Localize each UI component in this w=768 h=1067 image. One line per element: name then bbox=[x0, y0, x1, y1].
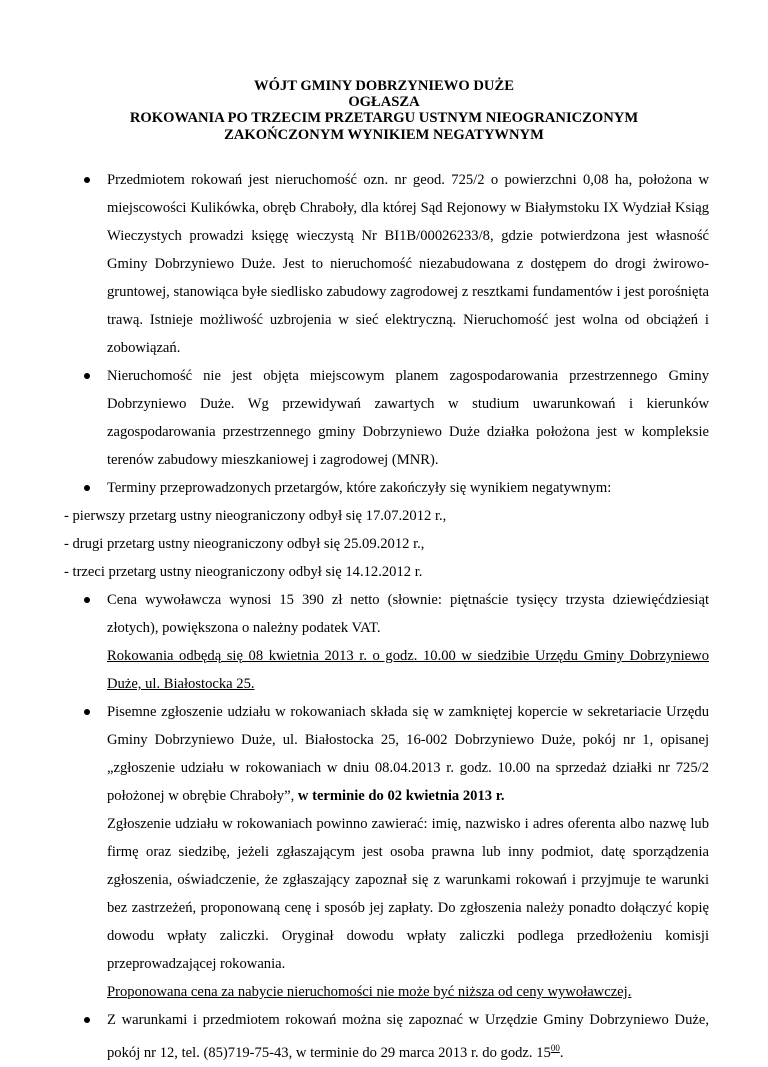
header-line-1: WÓJT GMINY DOBRZYNIEWO DUŻE bbox=[254, 78, 514, 94]
contact-text: Z warunkami i przedmiotem rokowań można się zapoznać w Urzędzie Gminy Dobrzyniewo Duże, pokój nr 12, tel. (85)719-75-43, w terminie do 29 marca 2013 r. do godz. 15 bbox=[107, 1012, 709, 1061]
price-condition-block bbox=[83, 978, 709, 1006]
negotiation-date-block bbox=[83, 642, 709, 698]
bullet-zoning bbox=[83, 362, 709, 474]
bullet-property-description bbox=[83, 166, 709, 362]
bullet-starting-price bbox=[83, 586, 709, 642]
application-deadline: w terminie do 02 kwietnia 2013 r. bbox=[297, 788, 505, 804]
bullet-application bbox=[83, 698, 709, 810]
header-line-4: ZAKOŃCZONYM WYNIKIEM NEGATYWNYM bbox=[224, 126, 544, 143]
document-body bbox=[64, 166, 709, 1067]
bullet-auction-dates bbox=[83, 474, 709, 502]
contact-text-end: . bbox=[559, 1044, 564, 1061]
starting-price-text: Cena wywoławcza wynosi 15 390 zł netto (słownie: piętnaście tysięcy trzysta dziewięćdziesiąt złotych), powiększona o należny podatek VAT. bbox=[107, 592, 709, 636]
price-condition-text: Proponowana cena za nabycie nieruchomości nie może być niższa od ceny wywoławczej. bbox=[107, 984, 632, 1000]
bullet-contact bbox=[83, 1006, 709, 1067]
announcement-header bbox=[0, 78, 768, 143]
application-text: Pisemne zgłoszenie udziału w rokowaniach składa się w zamkniętej kopercie w sekretariacie Urzędu Gminy Dobrzyniewo Duże, ul. Białostocka 25, 16-002 Dobrzyniewo Duże, pokój nr 1, opisanej „zgłoszenie udziału w rokowaniach w dniu 08.04.2013 r. godz. 10.00 na sprzedaż działki nr 725/2 położonej w obrębie Chraboły”, bbox=[107, 704, 709, 804]
property-description-text: Przedmiotem rokowań jest nieruchomość ozn. nr geod. 725/2 o powierzchni 0,08 ha, położona w miejscowości Kulikówka, obręb Chraboły, dla której Sąd Rejonowy w Białymstoku IX Wydział Ksiąg Wieczystych prowadzi księgę wieczystą Nr BI1B/00026233/8, gdzie potwierdzona jest własność Gminy Dobrzyniewo Duże. Jest to nieruchomość niezabudowana z dostępem do drogi żwirowo-gruntowej, stanowiąca byłe siedlisko zabudowy zagrodowej z resztkami fundamentów i jest porośnięta trawą. Istnieje możliwość uzbrojenia w sieć elektryczną. Nieruchomość jest wolna od obciążeń i zobowiązań. bbox=[107, 172, 709, 356]
auction-dates-intro: Terminy przeprowadzonych przetargów, które zakończyły się wynikiem negatywnym: bbox=[107, 480, 612, 496]
header-line-3: ROKOWANIA PO TRZECIM PRZETARGU USTNYM NIEOGRANICZONYM bbox=[129, 110, 639, 127]
auction-date-1: - pierwszy przetarg ustny nieograniczony odbył się 17.07.2012 r., bbox=[64, 508, 447, 524]
zoning-text: Nieruchomość nie jest objęta miejscowym planem zagospodarowania przestrzennego Gminy Dobrzyniewo Duże. Wg przewidywań zawartych w studium uwarunkowań i kierunków zagospodarowania przestrzennego gminy Dobrzyniewo Duże działka położona jest w kompleksie terenów zabudowy mieszkaniowej i zagrodowej (MNR). bbox=[107, 368, 709, 468]
negotiation-date-text: Rokowania odbędą się 08 kwietnia 2013 r. o godz. 10.00 w siedzibie Urzędu Gminy Dobrzyniewo Duże, ul. Białostocka 25. bbox=[107, 648, 709, 692]
auction-date-2: - drugi przetarg ustny nieograniczony odbył się 25.09.2012 r., bbox=[64, 536, 425, 552]
auction-date-3: - trzeci przetarg ustny nieograniczony odbył się 14.12.2012 r. bbox=[64, 564, 423, 580]
header-line-2: OGŁASZA bbox=[348, 94, 420, 111]
contact-time-superscript: 00 bbox=[550, 1043, 560, 1053]
application-requirements: Zgłoszenie udziału w rokowaniach powinno zawierać: imię, nazwisko i adres oferenta albo nazwę lub firmę oraz siedzibę, jeżeli zgłaszającym jest osoba prawna lub inny podmiot, datę sporządzenia zgłoszenia, oświadczenie, że zgłaszający zapoznał się z warunkami rokowań i przyjmuje te warunki bez zastrzeżeń, proponowaną cenę i sposób jej zapłaty. Do zgłoszenia należy ponadto dołączyć kopię dowodu wpłaty zaliczki. Oryginał dowodu wpłaty zaliczki podlega przedłożeniu komisji przeprowadzającej rokowania. bbox=[107, 816, 709, 972]
